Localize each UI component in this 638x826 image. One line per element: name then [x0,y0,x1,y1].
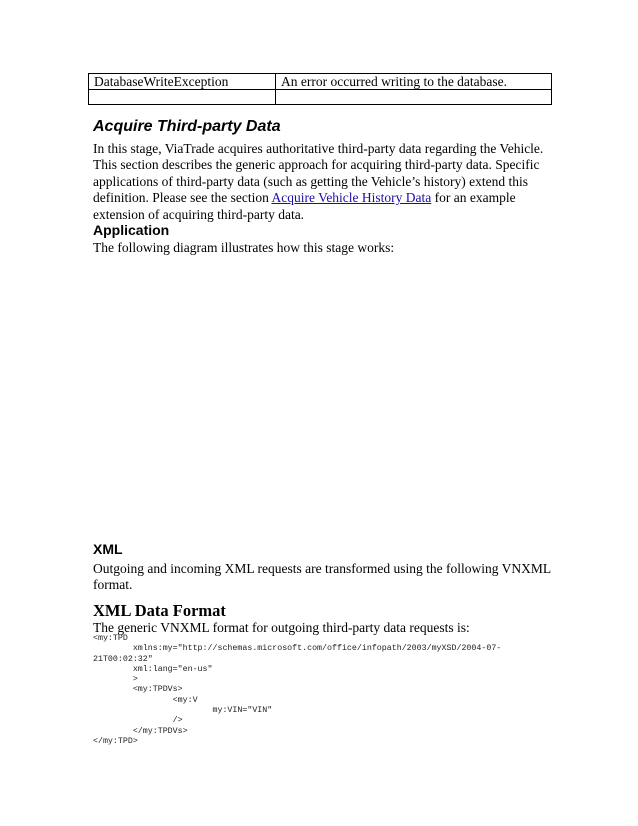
paragraph-text: for an example extension of acquiring third-party data. [93,190,516,222]
acquire-vehicle-history-link[interactable]: Acquire Vehicle History Data [271,190,432,206]
diagram-placeholder [93,262,553,532]
xml-heading: XML [93,541,123,557]
xml-text: Outgoing and incoming XML requests are transformed using the following VNXML format. [93,561,551,593]
table-row [89,74,552,90]
exceptions-table [88,73,552,105]
exception-description-cell: An error occurred writing to the database. [276,74,552,90]
paragraph-text: In this stage, ViaTrade acquires authoritative third-party data regarding the Vehicle. This section describes the generic approach for acquiring third-party data. Specific applications of third-party data (such as getting the Vehicle’s history) extend this definition. Please see the section [93,141,544,206]
exception-name-cell [89,90,276,105]
xml-data-format-text: The generic VNXML format for outgoing third-party data requests is: [93,620,470,635]
xml-data-format-heading: XML Data Format [93,601,226,620]
application-heading: Application [93,222,170,238]
section-paragraph [93,141,553,223]
xml-code-block: <my:TPD xmlns:my="http://schemas.microsoft.com/office/infopath/2003/myXSD/2004-07- 21T00:02:32" xml:lang="en-us" > <my:TPDVs> <my:V my:VIN="VIN" /> </my:TPDVs> </my:TPD> [93,634,502,746]
section-heading: Acquire Third-party Data [93,118,281,135]
table-row [89,90,552,105]
exception-description-cell [276,90,552,105]
exception-name-cell: DatabaseWriteException [89,74,276,90]
application-text: The following diagram illustrates how this stage works: [93,240,395,255]
